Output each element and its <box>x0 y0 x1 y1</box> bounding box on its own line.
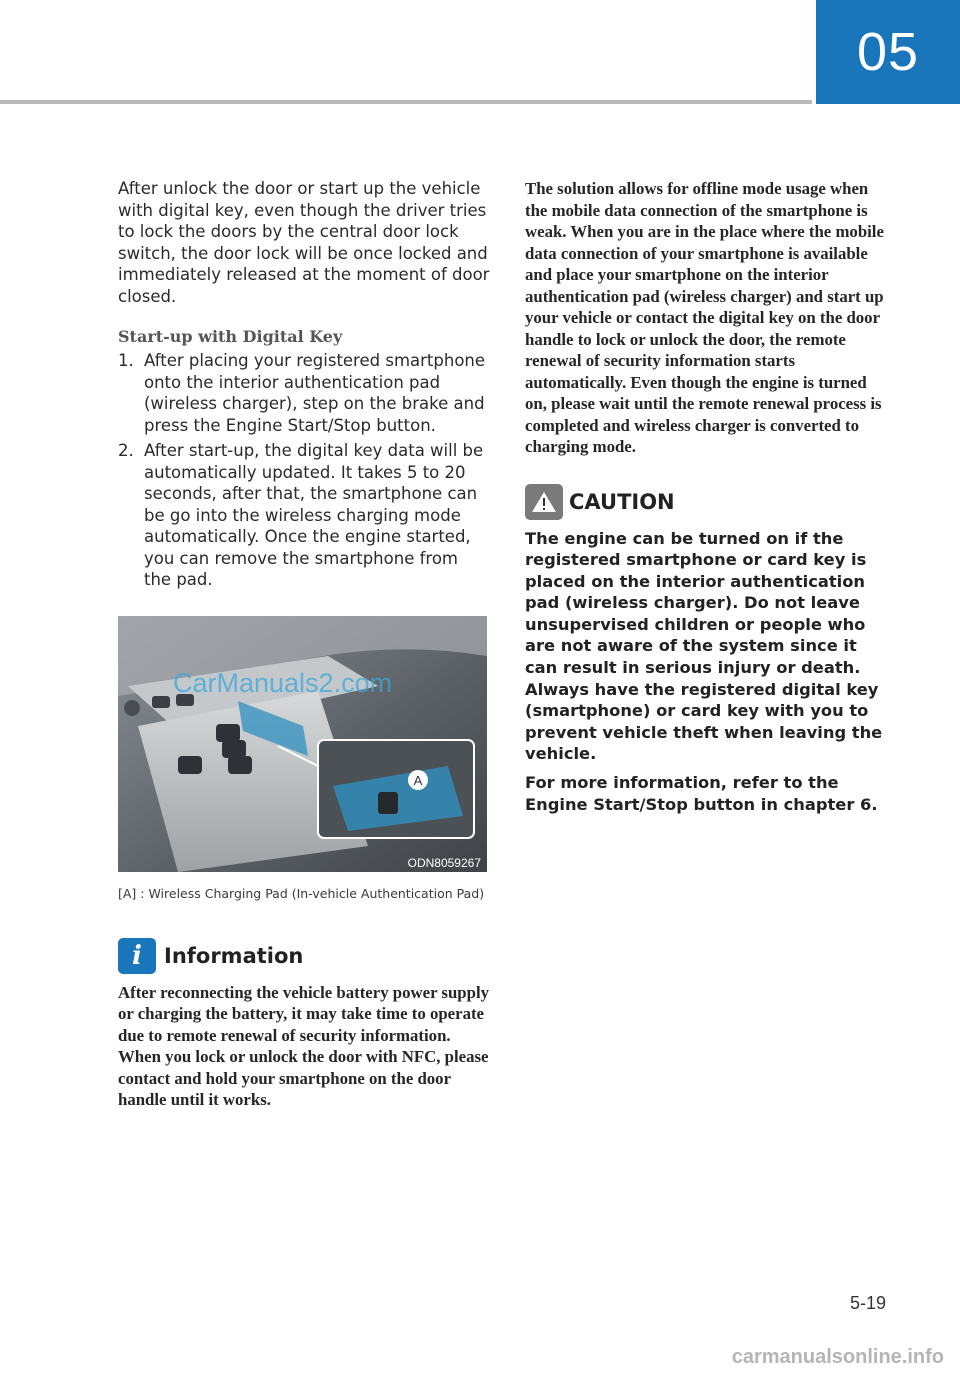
page-number: 5-19 <box>849 1293 886 1313</box>
information-text: After reconnecting the vehicle battery power supply or charging the battery, it may take time to operate due to remote renewal of security information. When you lock or unlock the door with NFC, please contact and hold your smartphone on the door handle until it works. <box>118 982 489 1109</box>
chapter-tab: 05 <box>816 0 960 104</box>
figure-watermark: CarManuals2.com <box>173 667 393 698</box>
step-number: 2. <box>118 441 134 460</box>
steps-list <box>118 350 490 591</box>
step-text: After start-up, the digital key data will be automatically updated. It takes 5 to 20 seconds, after that, the smartphone can be go into the wireless charging mode automatically. Once the engine started, you can remove the smartphone from the pad. <box>144 441 484 589</box>
caution-body <box>525 528 885 816</box>
list-item <box>118 440 490 591</box>
list-item <box>118 350 490 436</box>
caution-paragraph: For more information, refer to the Engine Start/Stop button in chapter 6. <box>525 773 878 814</box>
console-figure <box>118 616 487 872</box>
footer-watermark: carmanualsonline.info <box>731 1346 944 1368</box>
console-illustration <box>118 616 487 872</box>
figure-code: ODN8059267 <box>407 855 481 870</box>
callout-letter: A <box>413 772 423 788</box>
info-icon: i <box>118 938 156 974</box>
caution-title: CAUTION <box>569 489 675 514</box>
step-text: After placing your registered smartphone onto the interior authentication pad (wireless charger), step on the brake and press the Engine Start/Stop button. <box>144 351 486 435</box>
header-rule <box>0 100 812 104</box>
step-number: 1. <box>118 351 134 370</box>
information-title: Information <box>164 943 304 968</box>
intro-paragraph: After unlock the door or start up the vehicle with digital key, even though the driver tries to lock the doors by the central door lock switch, the door lock will be once locked and immediately released at the moment of door closed. <box>118 179 490 306</box>
warning-triangle-icon <box>525 484 563 520</box>
caution-header <box>525 484 885 520</box>
caution-paragraph: The engine can be turned on if the registered smartphone or card key is placed on the interior authentication pad (wireless charger). Do not leave unsupervised children or people who are not aware of the system since it can result in serious injury or death. Always have the registered digital key (smartphone) or card key with you to prevent vehicle theft when leaving the vehicle. <box>525 528 883 764</box>
offline-mode-paragraph: The solution allows for offline mode usage when the mobile data connection of the smartphone is weak. When you are in the place where the mobile data connection of your smartphone is available and place your smartphone on the interior authentication pad (wireless charger) and start up your vehicle or contact the digital key on the door handle to lock or unlock the door, the remote renewal of security information starts automatically. Even though the engine is turned on, please wait until the remote renewal process is completed and wireless charger is converted to charging mode. <box>525 179 884 456</box>
section-subheading: Start-up with Digital Key <box>118 327 343 346</box>
right-column <box>525 178 885 822</box>
left-column <box>118 178 490 1111</box>
information-header <box>118 938 490 974</box>
figure-caption: [A] : Wireless Charging Pad (In-vehicle Authentication Pad) <box>118 885 485 901</box>
